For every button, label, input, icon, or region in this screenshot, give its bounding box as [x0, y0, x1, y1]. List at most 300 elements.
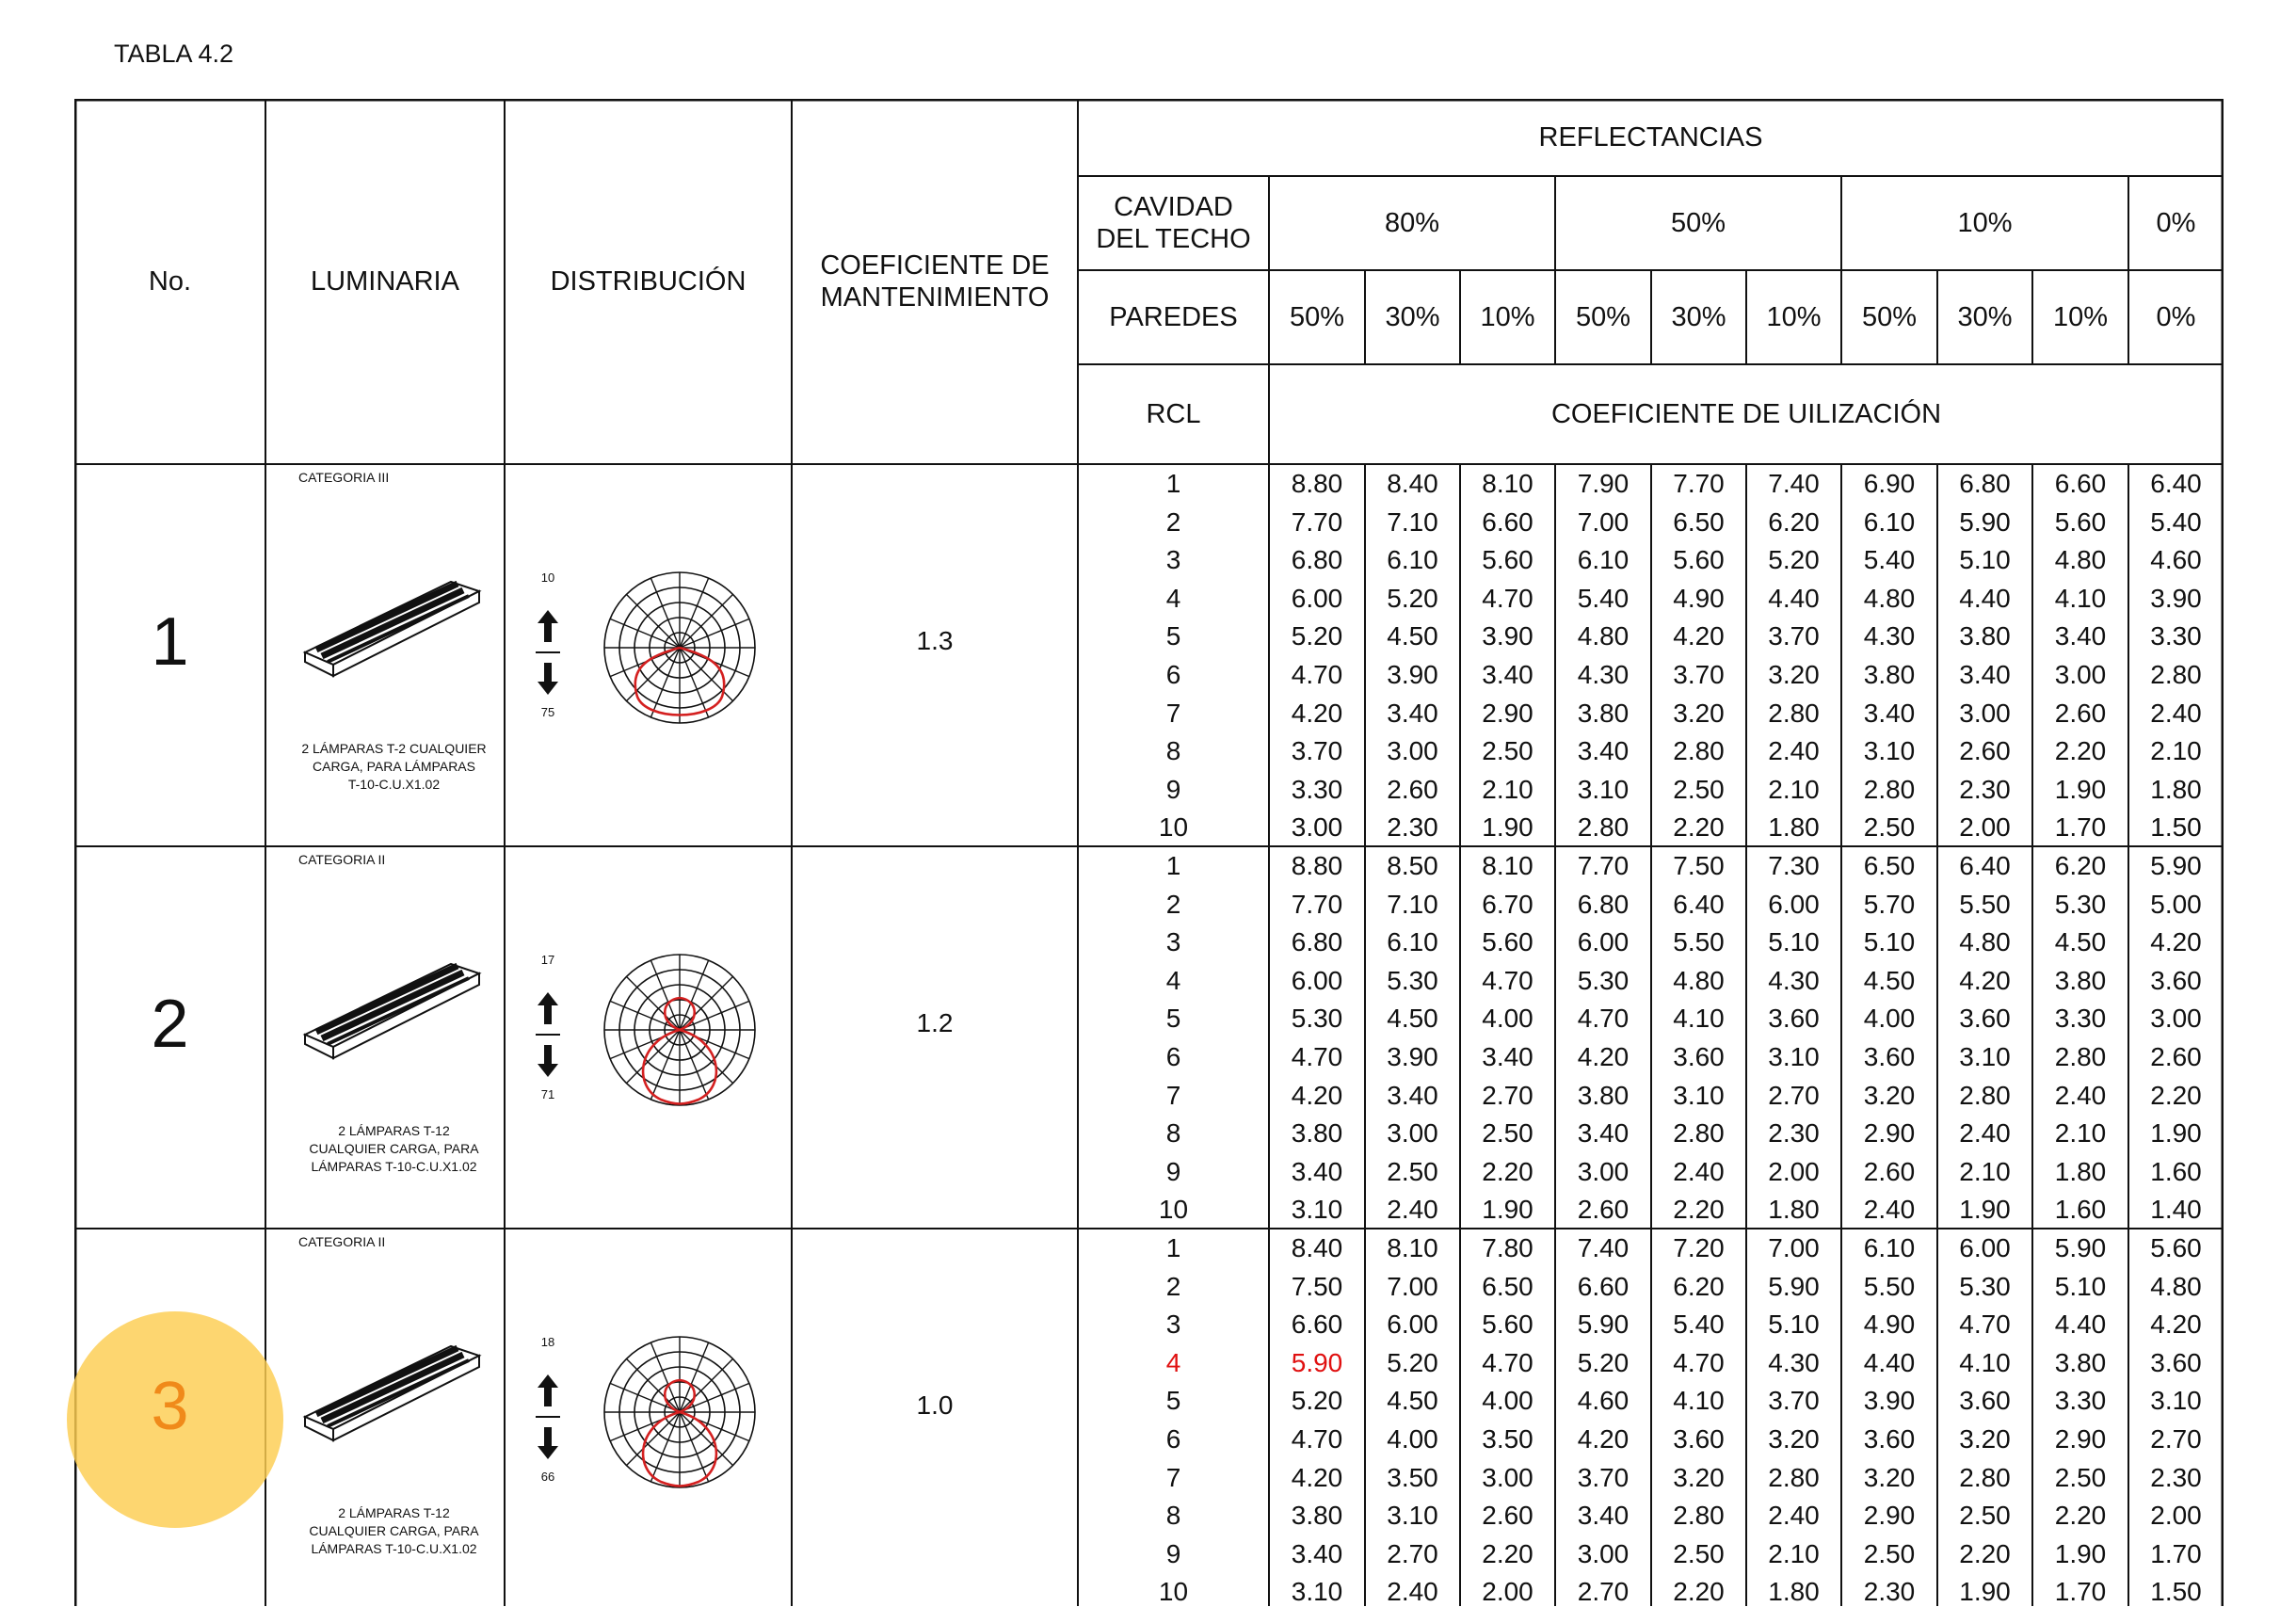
- utilization-value: 3.10: [1959, 1042, 2011, 1071]
- utilization-value: 4.70: [1482, 965, 1533, 995]
- utilization-value: 3.20: [1959, 1424, 2011, 1454]
- utilization-value: 3.50: [1482, 1424, 1533, 1454]
- utilization-value: 3.10: [1673, 1080, 1725, 1110]
- utilization-value: 2.20: [1673, 812, 1725, 843]
- paredes-value: 50%: [1575, 302, 1631, 332]
- utilization-value: 3.00: [2054, 660, 2107, 689]
- rcl-value: 3: [1165, 545, 1181, 575]
- utilization-value: 1.90: [2054, 774, 2107, 804]
- utilization-value: 3.40: [1577, 1501, 1630, 1531]
- utilization-value: 2.70: [1482, 1080, 1533, 1110]
- luminaire-fixture-drawing: [296, 563, 484, 685]
- rcl-value: 2: [1165, 1271, 1181, 1301]
- utilization-value: 6.60: [1577, 1271, 1630, 1301]
- utilization-value: 2.50: [1482, 1118, 1533, 1149]
- utilization-value: 4.40: [1768, 583, 1820, 613]
- utilization-value: 2.50: [1863, 1538, 1916, 1568]
- utilization-value: 3.60: [1673, 1424, 1725, 1454]
- utilization-value: 3.40: [1387, 1080, 1438, 1110]
- utilization-value: 2.30: [2150, 1462, 2202, 1492]
- utilization-value: 1.60: [2054, 1195, 2107, 1225]
- utilization-value: 2.60: [1387, 774, 1438, 804]
- utilization-value: 5.90: [1768, 1271, 1820, 1301]
- utilization-value: 6.10: [1863, 1233, 1916, 1262]
- utilization-value: 3.70: [1768, 621, 1820, 651]
- header-coeficiente-utilizacion: COEFICIENTE DE UILIZACIÓN: [1550, 399, 1942, 429]
- utilization-value: 3.10: [2150, 1386, 2202, 1416]
- utilization-value: 2.30: [1959, 774, 2011, 804]
- utilization-value: 2.80: [1768, 698, 1820, 728]
- utilization-value: 7.40: [1768, 469, 1820, 498]
- entry-number: 1: [151, 604, 189, 680]
- utilization-value: 3.60: [1673, 1042, 1725, 1071]
- luminaire-fixture-drawing: [296, 945, 484, 1068]
- utilization-value: 6.60: [1482, 506, 1533, 537]
- distribution-down-percent: 71: [540, 1087, 555, 1101]
- rcl-value: 10: [1158, 1195, 1189, 1225]
- header-reflectancias: REFLECTANCIAS: [1538, 122, 1763, 153]
- utilization-value: 3.30: [2054, 1004, 2107, 1034]
- coeficiente-mantenimiento-value: 1.3: [916, 626, 954, 655]
- paredes-value: 10%: [2052, 302, 2109, 332]
- utilization-value: 2.20: [1959, 1538, 2011, 1568]
- entry-description-line: CARGA, PARA LÁMPARAS: [313, 759, 475, 774]
- header-coef-mant-line2: MANTENIMIENTO: [820, 282, 1050, 313]
- utilization-value: 3.60: [2150, 1347, 2202, 1377]
- rcl-value: 1: [1165, 1233, 1181, 1262]
- utilization-value: 4.40: [1863, 1347, 1916, 1377]
- header-techo-80: 80%: [1384, 208, 1440, 238]
- utilization-value: 2.50: [1959, 1501, 2011, 1531]
- rcl-value: 9: [1165, 774, 1181, 804]
- rcl-value: 6: [1165, 1424, 1181, 1454]
- utilization-value: 2.20: [1673, 1577, 1725, 1607]
- utilization-value: 2.40: [1387, 1577, 1438, 1607]
- utilization-value: 3.90: [1387, 1042, 1438, 1071]
- utilization-value: 4.70: [1577, 1004, 1630, 1034]
- distribution-polar: [600, 1332, 760, 1497]
- utilization-value: 4.10: [1959, 1347, 2011, 1377]
- utilization-value: 3.00: [1291, 812, 1343, 843]
- utilization-value: 2.10: [1959, 1156, 2011, 1186]
- utilization-value: 3.70: [1577, 1462, 1630, 1492]
- rcl-value: 3: [1165, 1310, 1181, 1340]
- utilization-value: 5.30: [1291, 1004, 1343, 1034]
- utilization-value: 7.70: [1291, 889, 1343, 919]
- utilization-value: 6.20: [1768, 506, 1820, 537]
- utilization-value: 4.80: [1673, 965, 1725, 995]
- rcl-value: 6: [1165, 1042, 1181, 1071]
- utilization-value: 4.30: [1863, 621, 1916, 651]
- utilization-value: 5.20: [1387, 1347, 1438, 1377]
- utilization-value: 5.60: [1673, 545, 1725, 575]
- utilization-value: 3.90: [1863, 1386, 1916, 1416]
- utilization-value: 7.00: [1768, 1233, 1820, 1262]
- utilization-value: 2.30: [1768, 1118, 1820, 1149]
- utilization-value: 6.80: [1959, 469, 2011, 498]
- utilization-value: 2.80: [1959, 1080, 2011, 1110]
- entry-number: 3: [151, 1369, 189, 1444]
- utilization-value: 5.60: [1482, 545, 1533, 575]
- paredes-value: 30%: [1957, 302, 2013, 332]
- utilization-value: 4.20: [2150, 927, 2202, 957]
- utilization-value: 4.40: [1959, 583, 2011, 613]
- utilization-value: 3.30: [2054, 1386, 2107, 1416]
- utilization-value: 8.10: [1387, 1233, 1438, 1262]
- header-coeficiente-mantenimiento: [792, 99, 1078, 464]
- utilization-value: 2.10: [2150, 736, 2202, 766]
- utilization-value: 5.30: [1577, 965, 1630, 995]
- utilization-value: 3.10: [1768, 1042, 1820, 1071]
- utilization-value: 2.20: [1482, 1538, 1533, 1568]
- utilization-value: 2.00: [1959, 812, 2011, 843]
- polar-distribution-diagram: [600, 950, 760, 1110]
- utilization-value: 8.50: [1387, 851, 1438, 880]
- utilization-value: 1.80: [1768, 1577, 1820, 1607]
- entry-description: [283, 1504, 505, 1558]
- utilization-value: 6.90: [1863, 469, 1916, 498]
- utilization-value: 3.60: [1959, 1386, 2011, 1416]
- utilization-value: 2.80: [2054, 1042, 2107, 1071]
- utilization-value: 1.50: [2150, 1577, 2202, 1607]
- utilization-value: 2.50: [1673, 774, 1725, 804]
- entry-number: 2: [151, 987, 189, 1062]
- table-caption: TABLA 4.2: [114, 40, 234, 68]
- utilization-value: 6.20: [1673, 1271, 1725, 1301]
- header-luminaria: LUMINARIA: [311, 266, 459, 297]
- utilization-value: 4.80: [2054, 545, 2107, 575]
- utilization-value: 6.40: [1959, 851, 2011, 880]
- utilization-value: 5.60: [2054, 506, 2107, 537]
- utilization-value: 1.80: [2150, 774, 2202, 804]
- paredes-value: 30%: [1671, 302, 1726, 332]
- utilization-value: 8.40: [1387, 469, 1438, 498]
- up-down-arrow-icon: [534, 1374, 562, 1459]
- header-distribucion: DISTRIBUCIÓN: [550, 266, 747, 297]
- utilization-value: 4.20: [1291, 1462, 1343, 1492]
- utilization-value: 4.30: [1768, 965, 1820, 995]
- polar-distribution-diagram: [600, 1332, 760, 1492]
- utilization-value: 7.70: [1673, 469, 1725, 498]
- utilization-value: 5.50: [1863, 1271, 1916, 1301]
- utilization-value: 7.00: [1577, 506, 1630, 537]
- utilization-value: 3.80: [2054, 1347, 2107, 1377]
- utilization-value: 7.80: [1482, 1233, 1533, 1262]
- utilization-value: 3.20: [1673, 698, 1725, 728]
- utilization-value: 3.40: [1291, 1538, 1343, 1568]
- utilization-value: 3.00: [1482, 1462, 1533, 1492]
- rcl-value: 7: [1165, 698, 1181, 728]
- utilization-value: 2.90: [1863, 1118, 1916, 1149]
- utilization-value: 5.10: [1768, 1310, 1820, 1340]
- utilization-value: 1.90: [2054, 1538, 2107, 1568]
- utilization-value: 5.90: [1577, 1310, 1630, 1340]
- rcl-value: 5: [1165, 1004, 1181, 1034]
- utilization-value: 3.60: [1959, 1004, 2011, 1034]
- utilization-value: 5.60: [2150, 1233, 2202, 1262]
- utilization-value: 6.00: [1291, 965, 1343, 995]
- utilization-value: 1.80: [1768, 812, 1820, 843]
- utilization-value: 4.70: [1482, 583, 1533, 613]
- utilization-value: 6.00: [1768, 889, 1820, 919]
- utilization-value: 3.80: [1577, 1080, 1630, 1110]
- rcl-value: 5: [1165, 1386, 1181, 1416]
- entry-category: CATEGORIA II: [298, 852, 386, 867]
- rcl-value: 8: [1165, 1501, 1181, 1531]
- header-coef-mant-line1: COEFICIENTE DE: [820, 250, 1050, 281]
- utilization-value: 2.60: [1959, 736, 2011, 766]
- utilization-value: 4.20: [1673, 621, 1725, 651]
- entry-description-line: 2 LÁMPARAS T-12: [338, 1505, 450, 1520]
- utilization-value: 3.70: [1673, 660, 1725, 689]
- utilization-value: 5.20: [1291, 1386, 1343, 1416]
- utilization-value: 3.20: [1768, 660, 1820, 689]
- utilization-value: 6.10: [1387, 545, 1438, 575]
- luminaire-figure: [296, 1327, 484, 1454]
- utilization-value: 2.70: [1768, 1080, 1820, 1110]
- utilization-value: 4.70: [1959, 1310, 2011, 1340]
- utilization-value: 2.20: [2054, 1501, 2107, 1531]
- utilization-value: 8.10: [1482, 851, 1533, 880]
- utilization-value: 7.30: [1768, 851, 1820, 880]
- utilization-value: 1.80: [1768, 1195, 1820, 1225]
- utilization-value: 4.70: [1291, 1424, 1343, 1454]
- utilization-value: 1.90: [2150, 1118, 2202, 1149]
- utilization-value: 5.50: [1959, 889, 2011, 919]
- utilization-value: 5.00: [2150, 889, 2202, 919]
- utilization-value: 1.40: [2150, 1195, 2202, 1225]
- luminaire-figure: [296, 563, 484, 690]
- utilization-value: 6.70: [1482, 889, 1533, 919]
- utilization-value: 6.10: [1863, 506, 1916, 537]
- utilization-value: 6.60: [2054, 469, 2107, 498]
- header-rcl: RCL: [1146, 399, 1201, 429]
- utilization-value: 3.20: [1673, 1462, 1725, 1492]
- utilization-value: 8.80: [1291, 469, 1343, 498]
- utilization-value: 4.50: [1863, 965, 1916, 995]
- utilization-value: 4.20: [1291, 1080, 1343, 1110]
- entry-category: CATEGORIA III: [298, 470, 390, 485]
- utilization-value: 3.00: [1387, 1118, 1438, 1149]
- utilization-value: 3.40: [1482, 1042, 1533, 1071]
- utilization-value: 1.80: [2054, 1156, 2107, 1186]
- utilization-value: 2.90: [2054, 1424, 2107, 1454]
- utilization-value: 2.20: [2054, 736, 2107, 766]
- utilization-value: 2.70: [1387, 1538, 1438, 1568]
- utilization-value: 3.60: [2150, 965, 2202, 995]
- utilization-value: 4.20: [1577, 1424, 1630, 1454]
- rcl-value: 9: [1165, 1538, 1181, 1568]
- utilization-value: 2.10: [1482, 774, 1533, 804]
- utilization-value: 1.70: [2150, 1538, 2202, 1568]
- rcl-value: 4: [1165, 583, 1181, 613]
- rcl-value: 5: [1165, 621, 1181, 651]
- utilization-value: 5.20: [1387, 583, 1438, 613]
- utilization-value: 3.10: [1387, 1501, 1438, 1531]
- utilization-value: 3.80: [2054, 965, 2107, 995]
- utilization-value: 7.10: [1387, 506, 1438, 537]
- utilization-value: 4.60: [1577, 1386, 1630, 1416]
- rcl-value: 9: [1165, 1156, 1181, 1186]
- utilization-value: 2.80: [2150, 660, 2202, 689]
- rcl-value: 2: [1165, 506, 1181, 537]
- utilization-value: 5.20: [1577, 1347, 1630, 1377]
- utilization-value: 4.10: [2054, 583, 2107, 613]
- utilization-value: 5.40: [1863, 545, 1916, 575]
- utilization-value: 4.20: [1959, 965, 2011, 995]
- utilization-value: 6.60: [1291, 1310, 1343, 1340]
- paredes-value: 10%: [1766, 302, 1822, 332]
- utilization-value: 5.90: [2054, 1233, 2107, 1262]
- utilization-value: 5.40: [1673, 1310, 1725, 1340]
- utilization-value: 7.90: [1577, 469, 1630, 498]
- utilization-value: 1.70: [2054, 1577, 2107, 1607]
- utilization-value: 3.00: [2150, 1004, 2202, 1034]
- utilization-value: 5.10: [2054, 1271, 2107, 1301]
- utilization-value: 3.30: [1291, 774, 1343, 804]
- distribution-arrows: [534, 610, 562, 699]
- utilization-value: 2.40: [2150, 698, 2202, 728]
- utilization-value: 5.40: [2150, 506, 2202, 537]
- coefficient-table: [74, 99, 2224, 1606]
- utilization-value: 6.50: [1482, 1271, 1533, 1301]
- luminaire-fixture-drawing: [296, 1327, 484, 1450]
- utilization-value: 5.10: [1768, 927, 1820, 957]
- utilization-value: 4.10: [1673, 1386, 1725, 1416]
- utilization-value: 4.60: [2150, 545, 2202, 575]
- utilization-value: 3.80: [1959, 621, 2011, 651]
- utilization-value: 2.20: [1673, 1195, 1725, 1225]
- utilization-value: 2.50: [1482, 736, 1533, 766]
- utilization-value: 4.50: [2054, 927, 2107, 957]
- utilization-value: 4.80: [2150, 1271, 2202, 1301]
- utilization-value: 3.40: [1387, 698, 1438, 728]
- utilization-value: 3.90: [1482, 621, 1533, 651]
- utilization-value: 6.50: [1673, 506, 1725, 537]
- utilization-value: 3.60: [1863, 1424, 1916, 1454]
- utilization-value: 6.20: [2054, 851, 2107, 880]
- utilization-value: 6.10: [1577, 545, 1630, 575]
- entry-description-line: 2 LÁMPARAS T-12: [338, 1123, 450, 1138]
- utilization-value: 7.50: [1673, 851, 1725, 880]
- utilization-value: 2.40: [1768, 736, 1820, 766]
- utilization-value: 4.50: [1387, 1386, 1438, 1416]
- coeficiente-mantenimiento-value: 1.2: [916, 1008, 954, 1037]
- utilization-value: 4.00: [1387, 1424, 1438, 1454]
- utilization-value: 3.40: [2054, 621, 2107, 651]
- utilization-value: 5.60: [1482, 927, 1533, 957]
- utilization-value: 6.80: [1291, 545, 1343, 575]
- utilization-value: 7.20: [1673, 1233, 1725, 1262]
- utilization-value: 3.80: [1291, 1118, 1343, 1149]
- utilization-value: 3.00: [1577, 1156, 1630, 1186]
- utilization-value: 2.30: [1863, 1577, 1916, 1607]
- paredes-value: 10%: [1480, 302, 1535, 332]
- utilization-value: 2.80: [1863, 774, 1916, 804]
- paredes-value: 50%: [1289, 302, 1345, 332]
- utilization-value: 2.50: [2054, 1462, 2107, 1492]
- utilization-value: 1.90: [1959, 1577, 2011, 1607]
- rcl-value: 2: [1165, 889, 1181, 919]
- utilization-value: 2.80: [1768, 1462, 1820, 1492]
- rcl-value: 1: [1165, 469, 1181, 498]
- paredes-value: 0%: [2156, 302, 2196, 332]
- utilization-value: 4.80: [1863, 583, 1916, 613]
- utilization-value: 3.90: [1387, 660, 1438, 689]
- utilization-value: 5.10: [1959, 545, 2011, 575]
- utilization-value: 1.90: [1482, 1195, 1533, 1225]
- rcl-value: 4: [1165, 1347, 1181, 1377]
- utilization-value: 4.70: [1482, 1347, 1533, 1377]
- utilization-value: 2.80: [1673, 736, 1725, 766]
- utilization-value: 3.50: [1387, 1462, 1438, 1492]
- utilization-value: 2.60: [1482, 1501, 1533, 1531]
- utilization-value: 4.10: [1673, 1004, 1725, 1034]
- rcl-value: 8: [1165, 1118, 1181, 1149]
- utilization-value: 5.50: [1673, 927, 1725, 957]
- utilization-value: 6.50: [1863, 851, 1916, 880]
- utilization-value: 2.40: [1387, 1195, 1438, 1225]
- utilization-value: 2.00: [2150, 1501, 2202, 1531]
- utilization-value: 4.80: [1959, 927, 2011, 957]
- utilization-value: 3.10: [1577, 774, 1630, 804]
- up-down-arrow-icon: [534, 992, 562, 1077]
- utilization-value: 3.70: [1768, 1386, 1820, 1416]
- utilization-value: 2.40: [1959, 1118, 2011, 1149]
- utilization-value: 1.70: [2054, 812, 2107, 843]
- utilization-value: 3.30: [2150, 621, 2202, 651]
- rcl-value: 7: [1165, 1080, 1181, 1110]
- utilization-value: 2.00: [1768, 1156, 1820, 1186]
- utilization-value: 3.20: [1863, 1462, 1916, 1492]
- utilization-value: 2.20: [1482, 1156, 1533, 1186]
- utilization-value: 4.80: [1577, 621, 1630, 651]
- utilization-value: 4.70: [1673, 1347, 1725, 1377]
- utilization-value: 3.00: [1959, 698, 2011, 728]
- utilization-value: 7.40: [1577, 1233, 1630, 1262]
- utilization-value: 3.40: [1863, 698, 1916, 728]
- paredes-value: 30%: [1385, 302, 1440, 332]
- utilization-value: 2.00: [1482, 1577, 1533, 1607]
- utilization-value: 2.10: [1768, 774, 1820, 804]
- entry-description-line: CUALQUIER CARGA, PARA: [309, 1523, 479, 1538]
- utilization-value: 3.90: [2150, 583, 2202, 613]
- utilization-value: 4.70: [1291, 660, 1343, 689]
- distribution-up-percent: 18: [540, 1335, 555, 1349]
- utilization-value: 6.00: [1577, 927, 1630, 957]
- header-cavidad-line2: DEL TECHO: [1096, 224, 1251, 254]
- coeficiente-mantenimiento-value: 1.0: [916, 1390, 954, 1420]
- utilization-value: 2.90: [1482, 698, 1533, 728]
- utilization-value: 7.00: [1387, 1271, 1438, 1301]
- utilization-value: 1.60: [2150, 1156, 2202, 1186]
- utilization-value: 2.60: [1863, 1156, 1916, 1186]
- utilization-value: 4.00: [1863, 1004, 1916, 1034]
- utilization-value: 2.90: [1863, 1501, 1916, 1531]
- utilization-value: 7.70: [1291, 506, 1343, 537]
- distribution-up-percent: 10: [540, 570, 555, 585]
- utilization-value: 2.60: [2054, 698, 2107, 728]
- utilization-value: 2.40: [1768, 1501, 1820, 1531]
- utilization-value: 8.40: [1291, 1233, 1343, 1262]
- utilization-value: 4.70: [1291, 1042, 1343, 1071]
- utilization-value: 2.30: [1387, 812, 1438, 843]
- utilization-value: 4.50: [1387, 621, 1438, 651]
- utilization-value: 3.40: [1482, 660, 1533, 689]
- utilization-value: 3.10: [1291, 1577, 1343, 1607]
- paredes-value: 50%: [1861, 302, 1918, 332]
- utilization-value: 5.30: [1387, 965, 1438, 995]
